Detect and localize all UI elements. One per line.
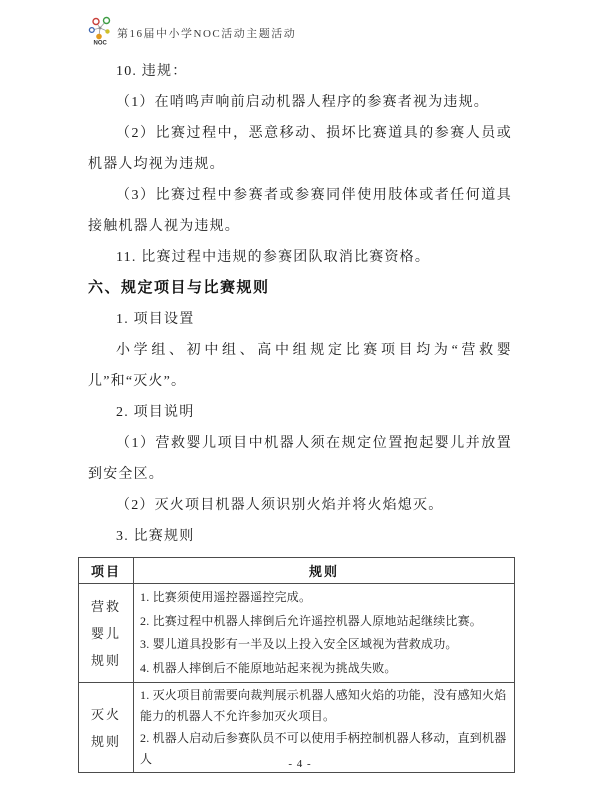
noc-logo-text: NOC xyxy=(93,40,107,47)
paragraph-violation-3: （3）比赛过程中参赛者或参赛同伴使用肢体或者任何道具接触机器人视为违规。 xyxy=(88,188,512,234)
paragraph-violation-2: （2）比赛过程中，恶意移动、损坏比赛道具的参赛人员或机器人均视为违规。 xyxy=(88,126,512,172)
paragraph-project-description: 2. 项目说明 xyxy=(116,405,195,420)
page-header xyxy=(88,16,296,50)
header-title: 第16届中小学NOC活动主题活动 xyxy=(117,28,297,40)
document-body xyxy=(88,56,512,552)
table-header-project: 项目 xyxy=(79,558,134,584)
rescue-project-label: 营救婴儿规则 xyxy=(90,598,121,668)
rescue-rule-3: 3. 婴儿道具投影有一半及以上投入安全区域视为营救成功。 xyxy=(140,637,458,651)
paragraph-fire-description: （2）灭火项目机器人须识别火焰并将火焰熄灭。 xyxy=(116,498,444,513)
paragraph-disqualification: 11. 比赛过程中违规的参赛团队取消比赛资格。 xyxy=(116,250,431,265)
paragraph-violation-1: （1）在哨鸣声响前启动机器人程序的参赛者视为违规。 xyxy=(116,95,489,110)
rescue-rule-2: 2. 比赛过程中机器人摔倒后允许遥控机器人原地站起继续比赛。 xyxy=(140,613,483,628)
paragraph-rescue-description: （1）营救婴儿项目中机器人须在规定位置抱起婴儿并放置到安全区。 xyxy=(88,436,512,482)
paragraph-project-groups: 小学组、初中组、高中组规定比赛项目均为“营救婴儿”和“灭火”。 xyxy=(88,343,512,389)
fire-project-label: 灭火规则 xyxy=(90,706,121,749)
paragraph-rules-heading: 3. 比赛规则 xyxy=(116,529,195,544)
table-row-rescue xyxy=(79,584,515,683)
table-header-rules: 规则 xyxy=(134,558,515,584)
noc-logo-icon xyxy=(88,16,114,50)
rescue-project-cell xyxy=(79,584,134,683)
table-header-row xyxy=(79,558,515,584)
fire-rule-2: 2. 机器人启动后参赛队员不可以使用手柄控制机器人移动，直到机器人 xyxy=(140,730,507,766)
page-number: - 4 - xyxy=(288,758,312,770)
fire-rule-1: 1. 灭火项目前需要向裁判展示机器人感知火焰的功能，没有感知火焰能力的机器人不允许参加灭火项目。 xyxy=(140,688,507,724)
rescue-rule-1: 1. 比赛须使用遥控器遥控完成。 xyxy=(140,590,312,604)
paragraph-violation-heading: 10. 违规： xyxy=(116,64,188,79)
paragraph-project-setup: 1. 项目设置 xyxy=(116,312,195,327)
rules-table xyxy=(78,557,515,773)
rescue-rules-cell xyxy=(134,584,515,683)
section-heading: 六、规定项目与比赛规则 xyxy=(88,280,270,296)
rescue-rule-4: 4. 机器人摔倒后不能原地站起来视为挑战失败。 xyxy=(140,660,397,675)
